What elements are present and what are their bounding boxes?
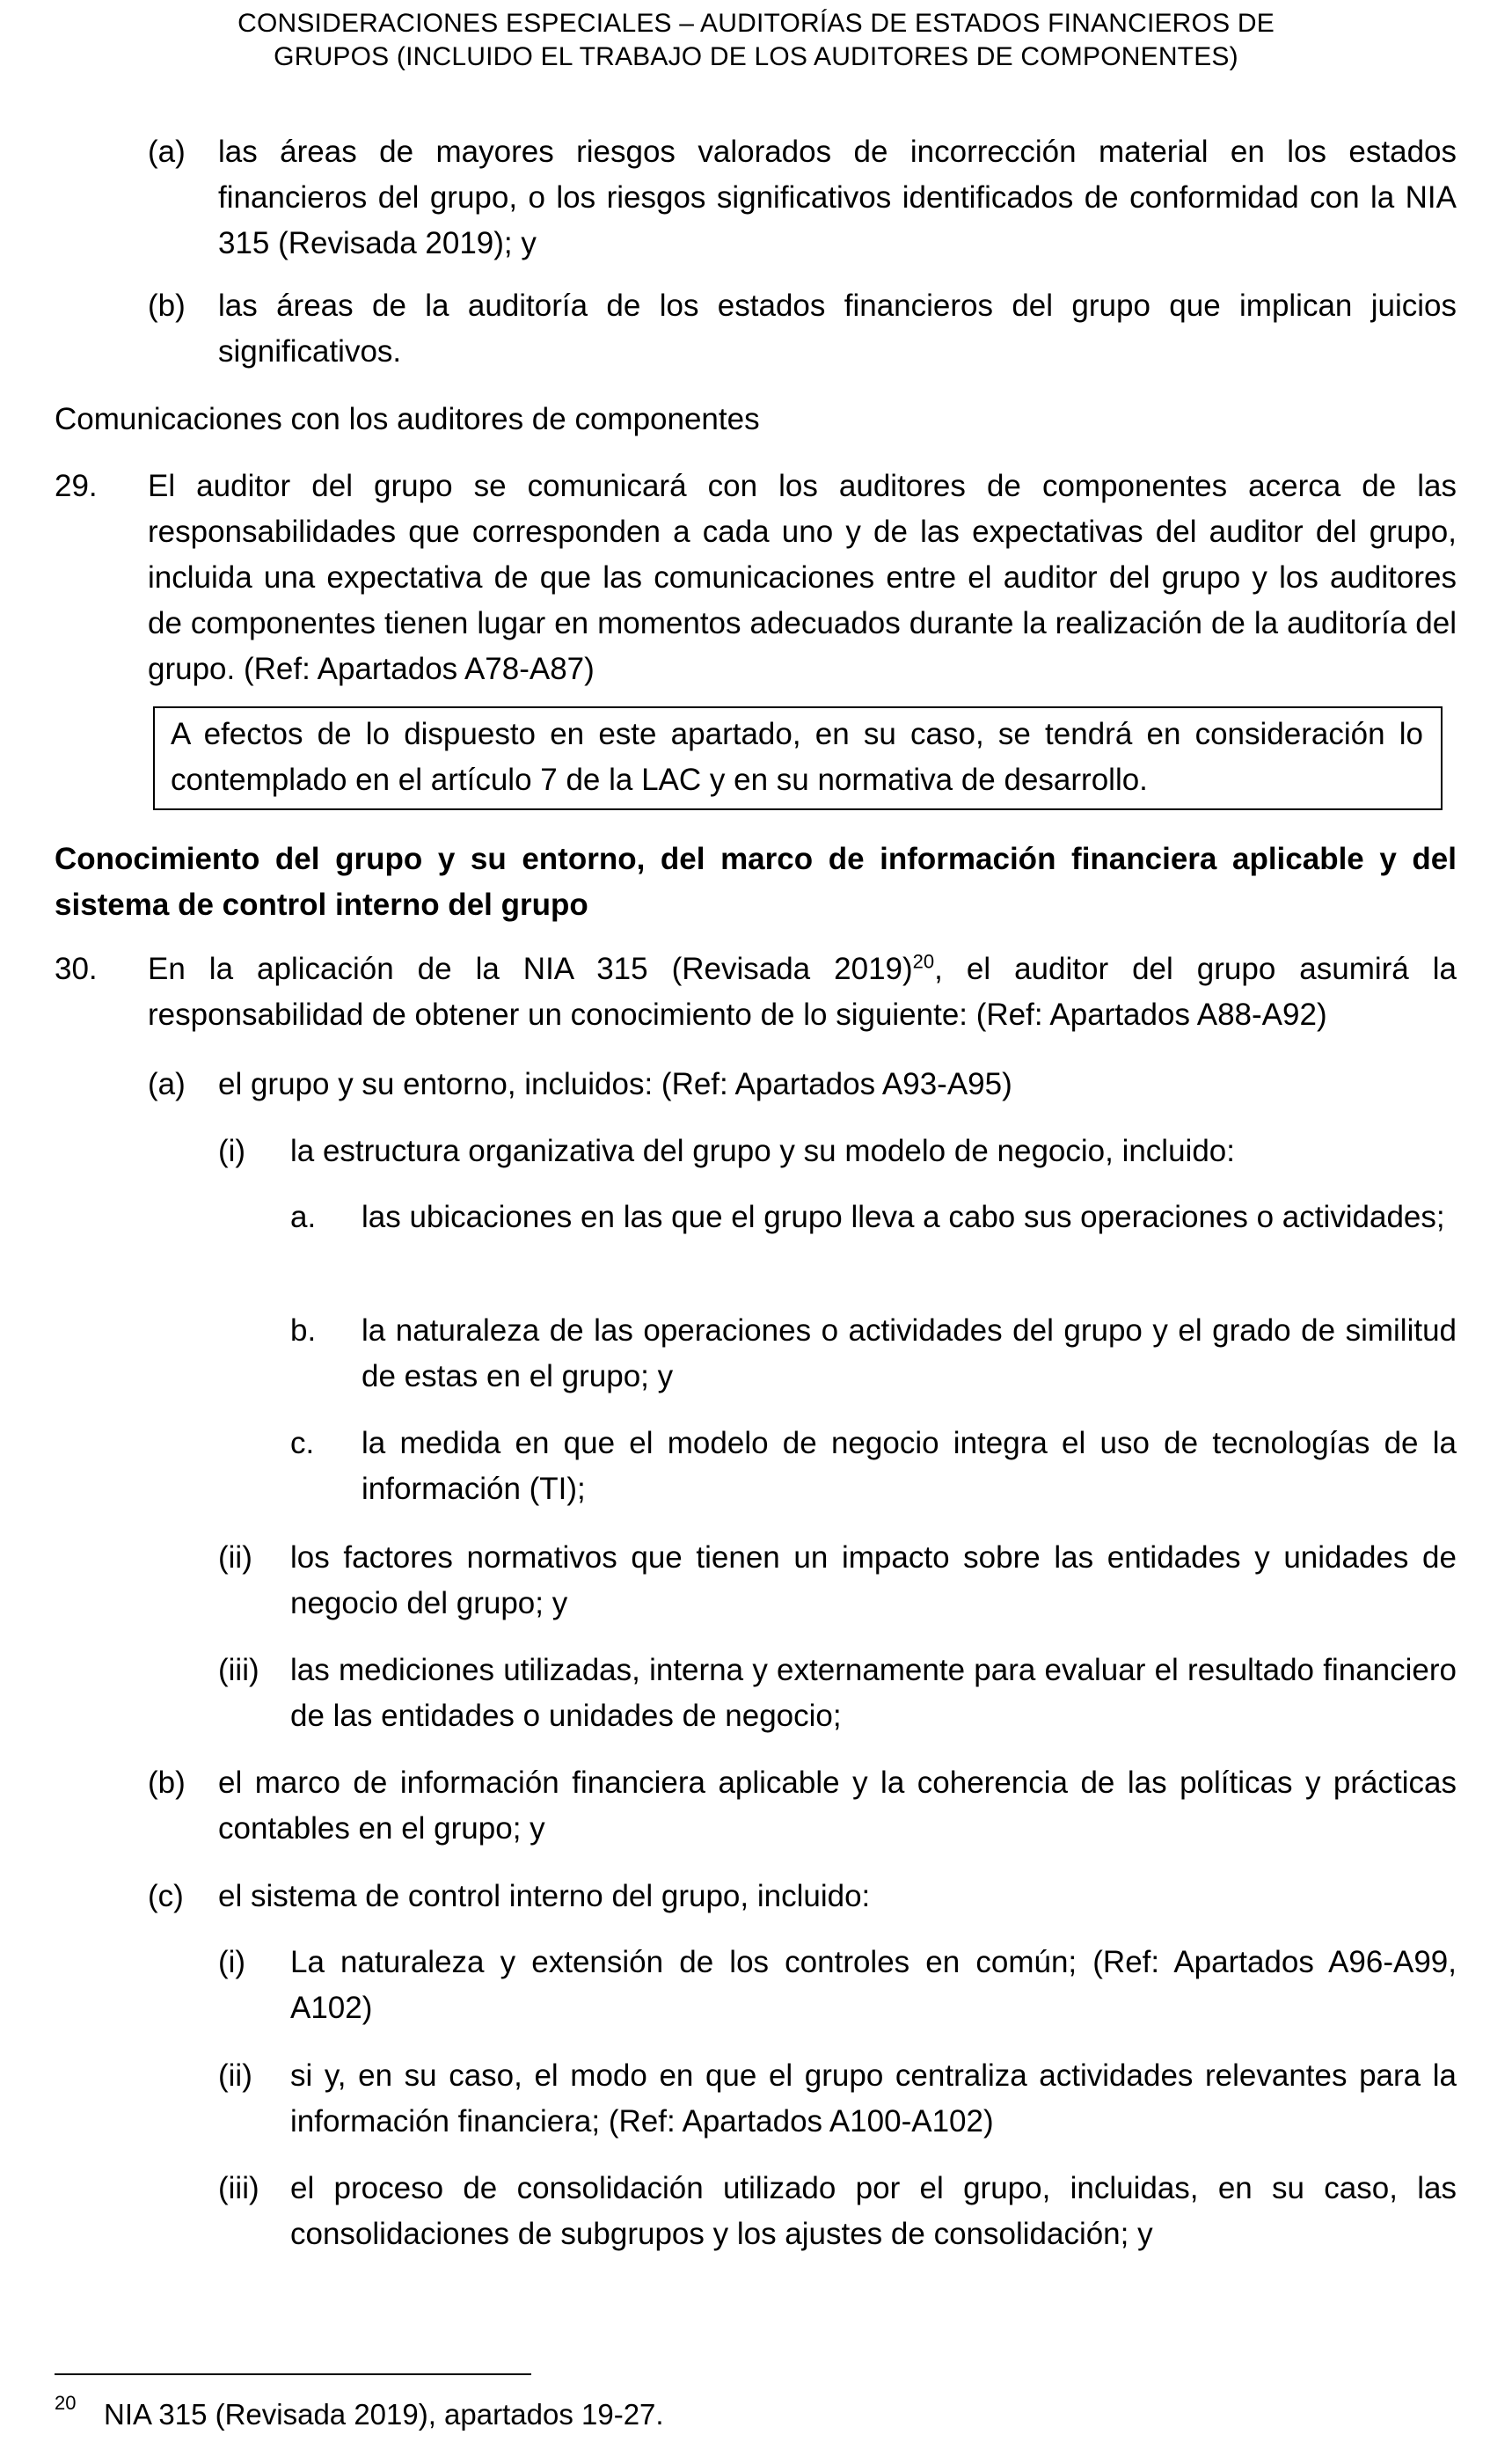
item-label: (i)	[218, 1945, 246, 1979]
item-label: (ii)	[218, 1540, 252, 1575]
paragraph-text	[148, 947, 1457, 1038]
paragraph-number: 30.	[55, 952, 98, 986]
item-text: los factores normativos que tienen un impacto sobre las entidades y unidades de negocio del grupo; y	[290, 1540, 1457, 1620]
item-label: (b)	[148, 289, 186, 323]
footnote-divider	[55, 2373, 531, 2375]
item-label: c.	[290, 1426, 315, 1460]
paragraph-text-start: En la aplicación de la NIA 315 (Revisada 2019)	[148, 952, 913, 986]
item-label: (i)	[218, 1134, 246, 1168]
paragraph-text-end: , el auditor del grupo asumirá la responsabilidad de obtener un conocimiento de lo siguiente: (Ref: Apartados A88-A92)	[148, 952, 1457, 1032]
paragraph-number: 29.	[55, 469, 98, 503]
page-header	[88, 7, 1424, 74]
item-label: (iii)	[218, 2171, 259, 2205]
item-label: b.	[290, 1313, 317, 1348]
item-text: la estructura organizativa del grupo y su modelo de negocio, incluido:	[290, 1134, 1235, 1168]
item-text: las mediciones utilizadas, interna y externamente para evaluar el resultado financiero de las entidades o unidades de negocio;	[290, 1653, 1457, 1733]
header-line-2: GRUPOS (INCLUIDO EL TRABAJO DE LOS AUDITORES DE COMPONENTES)	[274, 42, 1238, 71]
footnote-text: NIA 315 (Revisada 2019), apartados 19-27.	[104, 2398, 664, 2431]
section-heading-conocimiento: Conocimiento del grupo y su entorno, del marco de información financiera aplicable y del sistema de control interno del grupo	[55, 842, 1457, 922]
item-text: el sistema de control interno del grupo, incluido:	[218, 1879, 871, 1913]
item-label: (a)	[148, 1067, 186, 1101]
item-label: (iii)	[218, 1653, 259, 1687]
note-text: A efectos de lo dispuesto en este apartado, en su caso, se tendrá en consideración lo contemplado en el artículo 7 de la LAC y en su normativa de desarrollo.	[171, 717, 1423, 797]
note-box	[153, 706, 1443, 810]
paragraph-text: El auditor del grupo se comunicará con los auditores de componentes acerca de las responsabilidades que corresponden a cada uno y de las expectativas del auditor del grupo, incluida una expectativa de que las comunicaciones entre el auditor del grupo y los auditores de componentes tienen lugar en momentos adecuados durante la realización de la auditoría del grupo. (Ref: Apartados A78-A87)	[148, 469, 1457, 686]
section-heading-comunicaciones: Comunicaciones con los auditores de componentes	[55, 402, 760, 436]
item-label: (ii)	[218, 2058, 252, 2093]
footnote-ref: 20	[912, 950, 935, 973]
item-label: (b)	[148, 1766, 186, 1800]
item-text: si y, en su caso, el modo en que el grupo centraliza actividades relevantes para la información financiera; (Ref: Apartados A100-A102)	[290, 2058, 1457, 2139]
item-text: la naturaleza de las operaciones o actividades del grupo y el grado de similitud de estas en el grupo; y	[362, 1313, 1457, 1393]
item-text: La naturaleza y extensión de los controles en común; (Ref: Apartados A96-A99, A102)	[290, 1945, 1457, 2025]
item-label: a.	[290, 1200, 317, 1234]
item-label: (c)	[148, 1879, 184, 1913]
item-text: el proceso de consolidación utilizado por el grupo, incluidas, en su caso, las consolidaciones de subgrupos y los ajustes de consolidación; y	[290, 2171, 1457, 2251]
item-text: el marco de información financiera aplicable y la coherencia de las políticas y prácticas contables en el grupo; y	[218, 1766, 1457, 1846]
item-text: las áreas de mayores riesgos valorados de incorrección material en los estados financieros del grupo, o los riesgos significativos identificados de conformidad con la NIA 315 (Revisada 2019); y	[218, 135, 1457, 260]
item-text: el grupo y su entorno, incluidos: (Ref: Apartados A93-A95)	[218, 1067, 1012, 1101]
footnote-number: 20	[55, 2392, 77, 2414]
item-text: la medida en que el modelo de negocio integra el uso de tecnologías de la información (TI);	[362, 1426, 1457, 1506]
header-line-1: CONSIDERACIONES ESPECIALES – AUDITORÍAS DE ESTADOS FINANCIEROS DE	[237, 9, 1275, 38]
item-label: (a)	[148, 135, 186, 169]
item-text: las áreas de la auditoría de los estados financieros del grupo que implican juicios significativos.	[218, 289, 1457, 369]
item-text: las ubicaciones en las que el grupo lleva a cabo sus operaciones o actividades;	[362, 1200, 1445, 1234]
